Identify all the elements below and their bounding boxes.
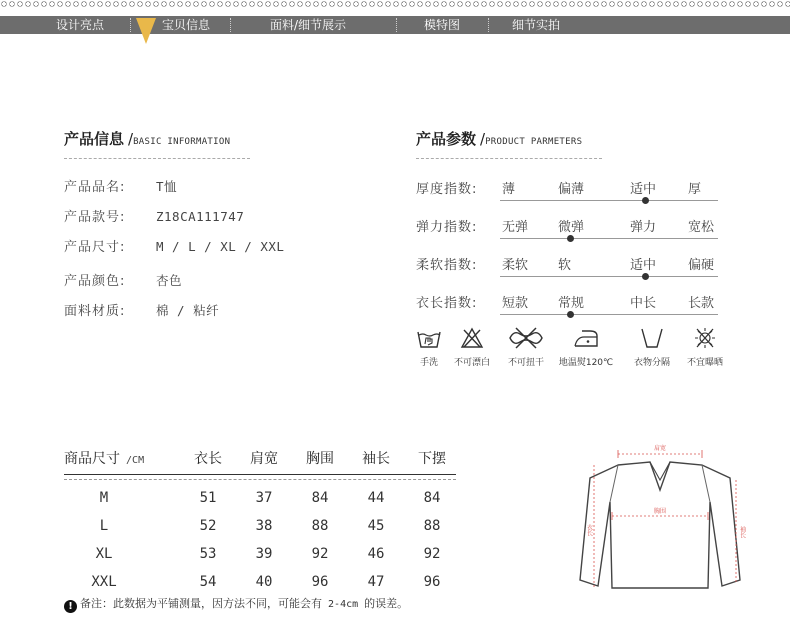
divider	[416, 158, 602, 159]
param-label: 衣长指数:	[416, 296, 478, 311]
no-bleach-icon	[459, 326, 485, 350]
size-value-cell: 44	[367, 490, 385, 506]
size-value-cell: 39	[255, 546, 273, 562]
active-nav-marker	[136, 18, 156, 44]
product-params-title-en: PRODUCT PARMETERS	[485, 137, 583, 147]
exclamation-icon: !	[64, 600, 77, 613]
param-option: 微弹	[558, 220, 585, 235]
param-selected-dot	[567, 311, 574, 318]
size-value-cell: 84	[311, 490, 329, 506]
param-option: 厚	[688, 182, 702, 197]
param-selected-dot	[642, 273, 649, 280]
size-value-cell: 54	[199, 574, 217, 590]
care-hand-wash: 手洗	[414, 326, 444, 368]
info-row-style-number: 产品款号: Z18CA111747	[64, 209, 245, 225]
size-value-cell: 88	[423, 518, 441, 534]
nav-item-model-photos[interactable]: 模特图	[424, 18, 461, 32]
size-value-cell: 53	[199, 546, 217, 562]
product-info-title-en: BASIC INFORMATION	[133, 137, 231, 147]
nav-item-detail-photos[interactable]: 细节实拍	[512, 18, 561, 32]
size-name-cell: L	[99, 518, 109, 534]
param-option: 适中	[630, 182, 657, 197]
wash-separately-icon	[638, 326, 666, 350]
garment-measurement-diagram	[570, 440, 750, 600]
nav-item-product-info[interactable]: 宝贝信息	[162, 18, 211, 32]
size-value-cell: 88	[311, 518, 329, 534]
size-header-shoulder: 肩宽	[250, 451, 278, 467]
care-wash-separately: 衣物分隔	[624, 326, 680, 368]
sleeve-label: 袖长	[738, 526, 746, 538]
param-selected-dot	[642, 197, 649, 204]
table-divider	[64, 474, 456, 475]
size-name-cell: M	[99, 490, 109, 506]
size-value-cell: 96	[423, 574, 441, 590]
param-option: 弹力	[630, 220, 657, 235]
info-row-color: 产品颜色: 杏色	[64, 273, 183, 289]
param-option: 常规	[558, 296, 585, 311]
length-label: 衣长	[585, 524, 593, 536]
param-label: 柔软指数:	[416, 258, 478, 273]
size-value-cell: 96	[311, 574, 329, 590]
chest-label: 胸围	[653, 508, 667, 515]
size-header-hem: 下摆	[418, 451, 446, 467]
no-wring-icon	[506, 326, 546, 350]
low-iron-icon	[572, 326, 600, 350]
param-option: 软	[558, 258, 572, 273]
nav-separator	[230, 18, 231, 32]
divider	[64, 158, 250, 159]
nav-separator	[130, 18, 131, 32]
care-no-wring: 不可扭干	[500, 326, 552, 368]
measurement-note: ! 备注：此数据为平铺测量，因方法不同，可能会有 2-4cm 的误差。	[64, 595, 408, 613]
param-selected-dot	[567, 235, 574, 242]
size-name-cell: XL	[95, 546, 113, 562]
info-row-sizes: 产品尺寸: M / L / XL / XXL	[64, 239, 285, 255]
param-option: 中长	[630, 296, 657, 311]
shoulder-label: 肩宽	[653, 445, 667, 452]
hand-wash-icon	[416, 326, 442, 350]
product-params-title: 产品参数 /PRODUCT PARMETERS	[416, 130, 583, 148]
table-divider	[64, 479, 456, 480]
size-value-cell: 47	[367, 574, 385, 590]
param-option: 长款	[688, 296, 715, 311]
param-option: 偏硬	[688, 258, 715, 273]
size-value-cell: 52	[199, 518, 217, 534]
size-value-cell: 92	[311, 546, 329, 562]
param-option: 适中	[630, 258, 657, 273]
param-option: 偏薄	[558, 182, 585, 197]
size-table-title: 商品尺寸 /CM	[64, 451, 145, 467]
param-scale-line	[500, 276, 718, 277]
size-value-cell: 38	[255, 518, 273, 534]
param-scale-line	[500, 314, 718, 315]
param-label: 弹力指数:	[416, 220, 478, 235]
care-no-sun: 不宜曝晒	[682, 326, 728, 368]
product-info-title: 产品信息 /BASIC INFORMATION	[64, 130, 231, 148]
size-value-cell: 37	[255, 490, 273, 506]
size-name-cell: XXL	[91, 574, 117, 590]
nav-separator	[488, 18, 489, 32]
size-value-cell: 46	[367, 546, 385, 562]
param-scale-line	[500, 238, 718, 239]
nav-separator	[396, 18, 397, 32]
no-sun-icon	[692, 326, 718, 350]
size-value-cell: 92	[423, 546, 441, 562]
param-option: 薄	[502, 182, 516, 197]
size-value-cell: 45	[367, 518, 385, 534]
size-header-chest: 胸围	[306, 451, 334, 467]
param-option: 柔软	[502, 258, 529, 273]
info-row-material: 面料材质: 棉 / 粘纤	[64, 303, 220, 319]
decorative-chain-border	[0, 0, 790, 8]
nav-item-design-highlights[interactable]: 设计亮点	[56, 18, 105, 32]
size-value-cell: 51	[199, 490, 217, 506]
size-value-cell: 40	[255, 574, 273, 590]
section-nav-bar	[0, 16, 790, 34]
param-option: 宽松	[688, 220, 715, 235]
size-header-sleeve: 袖长	[362, 451, 390, 467]
size-value-cell: 84	[423, 490, 441, 506]
param-label: 厚度指数:	[416, 182, 478, 197]
care-low-iron: 地温熨120℃	[554, 326, 618, 368]
param-option: 无弹	[502, 220, 529, 235]
param-option: 短款	[502, 296, 529, 311]
care-no-bleach: 不可漂白	[446, 326, 498, 368]
param-scale-line	[500, 200, 718, 201]
info-row-name: 产品品名: T恤	[64, 179, 178, 195]
nav-item-fabric-details[interactable]: 面料/细节展示	[270, 18, 347, 32]
size-header-length: 衣长	[194, 451, 222, 467]
